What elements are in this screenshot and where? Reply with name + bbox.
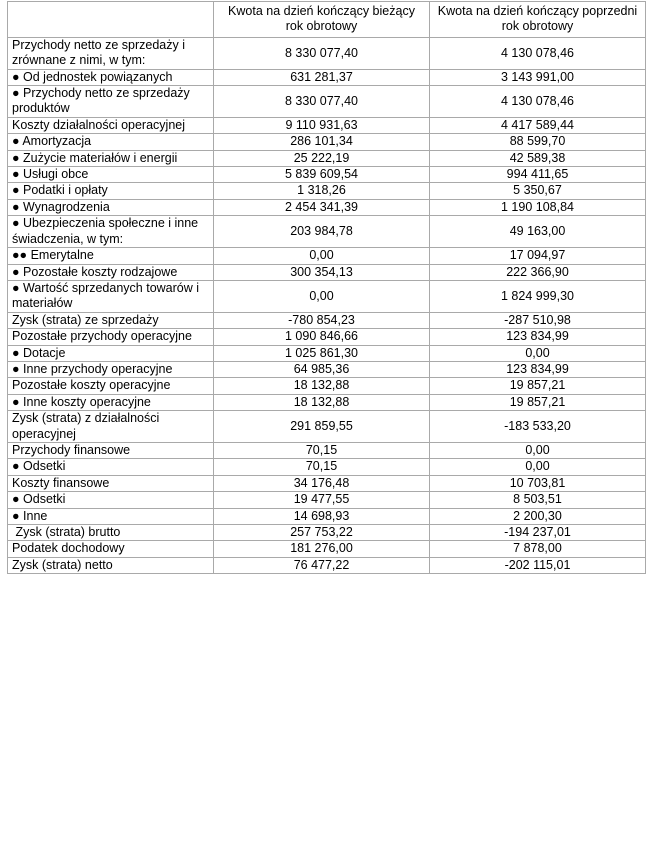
previous-year-value: 17 094,97 (430, 248, 646, 264)
current-year-value: 34 176,48 (214, 475, 430, 491)
table-body (8, 37, 646, 573)
row-label: Koszty finansowe (8, 475, 214, 491)
row-label: Zysk (strata) brutto (8, 525, 214, 541)
table-row (8, 280, 646, 312)
current-year-value: 14 698,93 (214, 508, 430, 524)
previous-year-value: 7 878,00 (430, 541, 646, 557)
previous-year-value: -183 533,20 (430, 411, 646, 443)
row-label: ● Wartość sprzedanych towarów i materiałów (8, 280, 214, 312)
current-year-value: 181 276,00 (214, 541, 430, 557)
row-label: ● Usługi obce (8, 167, 214, 183)
table-row (8, 345, 646, 361)
previous-year-value: 123 834,99 (430, 329, 646, 345)
row-label: ● Pozostałe koszty rodzajowe (8, 264, 214, 280)
current-year-value: 18 132,88 (214, 378, 430, 394)
header-previous-year: Kwota na dzień kończący poprzedni rok obrotowy (430, 2, 646, 38)
previous-year-value: 3 143 991,00 (430, 69, 646, 85)
row-label: ● Odsetki (8, 492, 214, 508)
previous-year-value: 5 350,67 (430, 183, 646, 199)
previous-year-value: -287 510,98 (430, 312, 646, 328)
current-year-value: 257 753,22 (214, 525, 430, 541)
current-year-value: 1 090 846,66 (214, 329, 430, 345)
table-header-row (8, 2, 646, 38)
row-label: Koszty działalności operacyjnej (8, 117, 214, 133)
current-year-value: 8 330 077,40 (214, 86, 430, 118)
row-label: Zysk (strata) ze sprzedaży (8, 312, 214, 328)
table-row (8, 199, 646, 215)
previous-year-value: 10 703,81 (430, 475, 646, 491)
previous-year-value: 49 163,00 (430, 216, 646, 248)
previous-year-value: 0,00 (430, 442, 646, 458)
table-row (8, 264, 646, 280)
row-label: Pozostałe koszty operacyjne (8, 378, 214, 394)
row-label: ● Przychody netto ze sprzedaży produktów (8, 86, 214, 118)
table-row (8, 134, 646, 150)
table-row (8, 557, 646, 573)
row-label: ● Inne przychody operacyjne (8, 361, 214, 377)
previous-year-value: 1 190 108,84 (430, 199, 646, 215)
row-label: ● Ubezpieczenia społeczne i inne świadczenia, w tym: (8, 216, 214, 248)
current-year-value: 291 859,55 (214, 411, 430, 443)
previous-year-value: 994 411,65 (430, 167, 646, 183)
current-year-value: 70,15 (214, 442, 430, 458)
table-row (8, 117, 646, 133)
table-row (8, 329, 646, 345)
current-year-value: 203 984,78 (214, 216, 430, 248)
previous-year-value: 8 503,51 (430, 492, 646, 508)
current-year-value: 25 222,19 (214, 150, 430, 166)
table-row (8, 475, 646, 491)
previous-year-value: 2 200,30 (430, 508, 646, 524)
table-row (8, 492, 646, 508)
previous-year-value: 42 589,38 (430, 150, 646, 166)
row-label: ● Amortyzacja (8, 134, 214, 150)
current-year-value: 631 281,37 (214, 69, 430, 85)
table-row (8, 248, 646, 264)
row-label: Zysk (strata) z działalności operacyjnej (8, 411, 214, 443)
previous-year-value: 4 130 078,46 (430, 86, 646, 118)
current-year-value: 2 454 341,39 (214, 199, 430, 215)
row-label: ●● Emerytalne (8, 248, 214, 264)
previous-year-value: 0,00 (430, 459, 646, 475)
row-label: ● Zużycie materiałów i energii (8, 150, 214, 166)
current-year-value: 0,00 (214, 248, 430, 264)
table-row (8, 167, 646, 183)
table-row (8, 378, 646, 394)
table-row (8, 525, 646, 541)
table-row (8, 150, 646, 166)
current-year-value: 5 839 609,54 (214, 167, 430, 183)
table-row (8, 442, 646, 458)
previous-year-value: 0,00 (430, 345, 646, 361)
table-row (8, 86, 646, 118)
previous-year-value: 88 599,70 (430, 134, 646, 150)
current-year-value: 70,15 (214, 459, 430, 475)
current-year-value: 1 025 861,30 (214, 345, 430, 361)
current-year-value: 18 132,88 (214, 394, 430, 410)
row-label: ● Od jednostek powiązanych (8, 69, 214, 85)
row-label: ● Odsetki (8, 459, 214, 475)
table-row (8, 69, 646, 85)
row-label: Przychody finansowe (8, 442, 214, 458)
table-row (8, 459, 646, 475)
row-label: Podatek dochodowy (8, 541, 214, 557)
table-row (8, 312, 646, 328)
previous-year-value: -202 115,01 (430, 557, 646, 573)
row-label: Przychody netto ze sprzedaży i zrównane z nimi, w tym: (8, 37, 214, 69)
row-label: ● Inne (8, 508, 214, 524)
current-year-value: 8 330 077,40 (214, 37, 430, 69)
current-year-value: 19 477,55 (214, 492, 430, 508)
current-year-value: 9 110 931,63 (214, 117, 430, 133)
previous-year-value: 4 130 078,46 (430, 37, 646, 69)
previous-year-value: 1 824 999,30 (430, 280, 646, 312)
previous-year-value: 123 834,99 (430, 361, 646, 377)
table-row (8, 508, 646, 524)
financial-table (7, 1, 646, 574)
previous-year-value: 222 366,90 (430, 264, 646, 280)
row-label: ● Wynagrodzenia (8, 199, 214, 215)
current-year-value: 286 101,34 (214, 134, 430, 150)
row-label: ● Podatki i opłaty (8, 183, 214, 199)
current-year-value: 300 354,13 (214, 264, 430, 280)
table-row (8, 411, 646, 443)
current-year-value: 64 985,36 (214, 361, 430, 377)
previous-year-value: 4 417 589,44 (430, 117, 646, 133)
header-label-column (8, 2, 214, 38)
table-row (8, 541, 646, 557)
current-year-value: -780 854,23 (214, 312, 430, 328)
table-row (8, 216, 646, 248)
table-row (8, 361, 646, 377)
previous-year-value: 19 857,21 (430, 378, 646, 394)
table-row (8, 37, 646, 69)
previous-year-value: -194 237,01 (430, 525, 646, 541)
previous-year-value: 19 857,21 (430, 394, 646, 410)
row-label: ● Inne koszty operacyjne (8, 394, 214, 410)
current-year-value: 1 318,26 (214, 183, 430, 199)
header-current-year: Kwota na dzień kończący bieżący rok obrotowy (214, 2, 430, 38)
current-year-value: 76 477,22 (214, 557, 430, 573)
row-label: ● Dotacje (8, 345, 214, 361)
row-label: Zysk (strata) netto (8, 557, 214, 573)
table-row (8, 394, 646, 410)
row-label: Pozostałe przychody operacyjne (8, 329, 214, 345)
table-row (8, 183, 646, 199)
current-year-value: 0,00 (214, 280, 430, 312)
